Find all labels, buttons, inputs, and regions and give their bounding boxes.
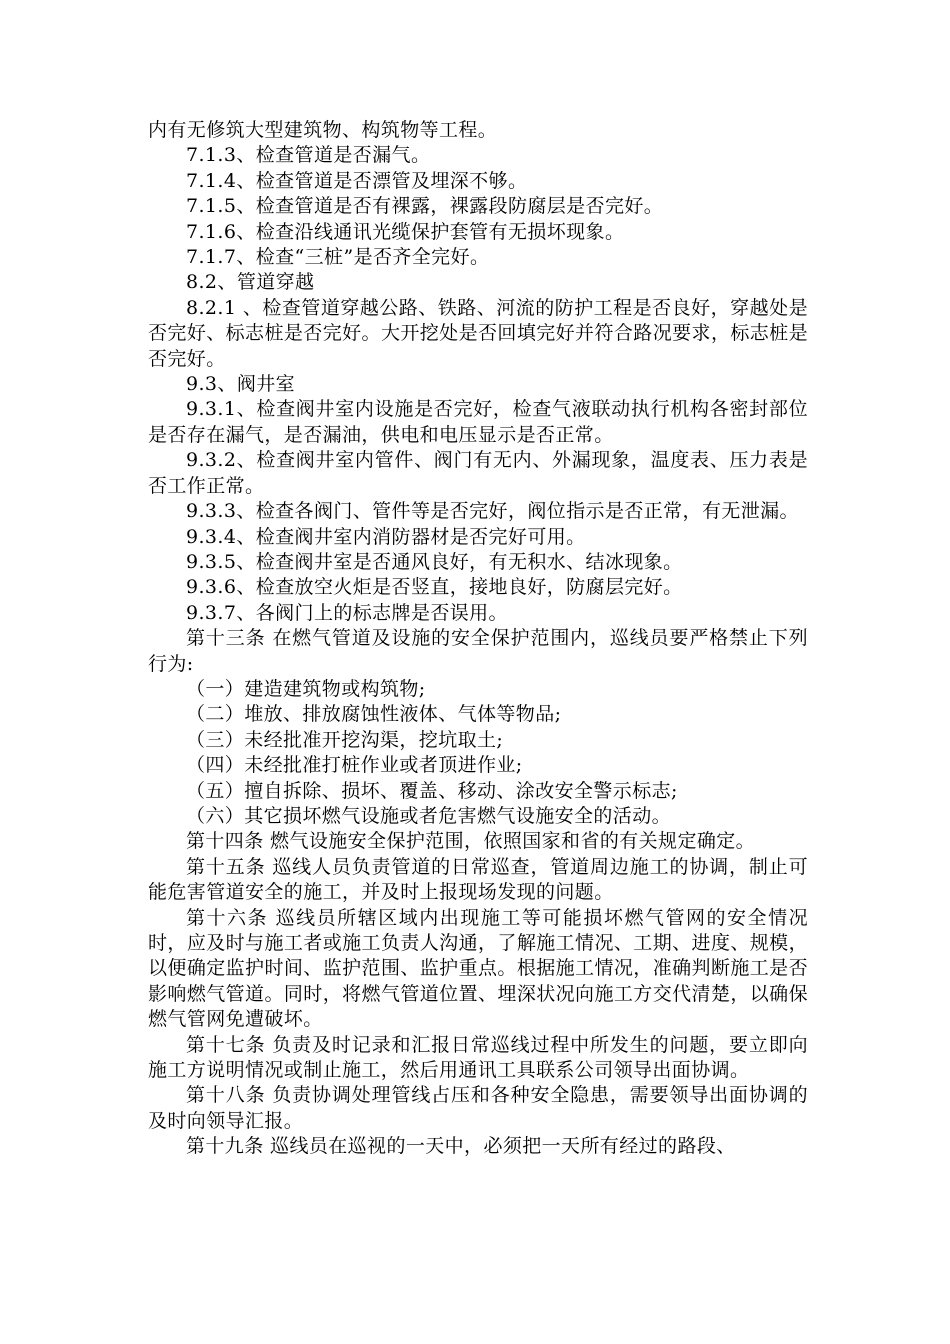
article-13-item-3: （三）未经批准开挖沟渠，挖坑取土;	[186, 728, 504, 751]
paragraph-7-1-7: 7.1.7、检查“三桩”是否齐全完好。	[186, 246, 490, 269]
paragraph-8-2-1: 8.2.1 、检查管道穿越公路、铁路、河流的防护工程是否良好，穿越处是否完好、标志桩是否完好。大开挖处是否回填完好并符合路况要求，标志桩是否完好。	[148, 296, 808, 370]
paragraph-9-3-3: 9.3.3、检查各阀门、管件等是否完好，阀位指示是否正常，有无泄漏。	[186, 500, 799, 523]
article-17: 第十七条 负责及时记录和汇报日常巡线过程中所发生的问题，要立即向施工方说明情况或制止施工，然后用通讯工具联系公司领导出面协调。	[148, 1033, 808, 1082]
article-16: 第十六条 巡线员所辖区域内出现施工等可能损坏燃气管网的安全情况时，应及时与施工者或施工负责人沟通，了解施工情况、工期、进度、规模，以便确定监护时间、监护范围、监护重点。根据施工情况，准确判断施工是否影响燃气管道。同时，将燃气管道位置、埋深状况向施工方交代清楚，以确保燃气管网免遭破坏。	[148, 906, 808, 1031]
paragraph-7-1-3: 7.1.3、检查管道是否漏气。	[186, 144, 431, 167]
paragraph-7-1-4: 7.1.4、检查管道是否漂管及埋深不够。	[186, 169, 528, 192]
article-13-item-5: （五）擅自拆除、损坏、覆盖、移动、涂改安全警示标志;	[186, 779, 678, 802]
article-15: 第十五条 巡线人员负责管道的日常巡查，管道周边施工的协调，制止可能危害管道安全的施工，并及时上报现场发现的问题。	[148, 855, 808, 904]
paragraph-continuation: 内有无修筑大型建筑物、构筑物等工程。	[148, 119, 498, 141]
paragraph-9-3-1: 9.3.1、检查阀井室内设施是否完好，检查气液联动执行机构各密封部位是否存在漏气，是否漏油，供电和电压显示是否正常。	[148, 398, 808, 446]
article-19: 第十九条 巡线员在巡视的一天中，必须把一天所有经过的路段、	[186, 1135, 736, 1158]
article-13-item-2: （二）堆放、排放腐蚀性液体、气体等物品;	[186, 703, 562, 726]
article-13-item-4: （四）未经批准打桩作业或者顶进作业;	[186, 754, 523, 777]
paragraph-9-3-4: 9.3.4、检查阀井室内消防器材是否完好可用。	[186, 525, 586, 548]
section-heading-9-3: 9.3、阀井室	[186, 373, 296, 396]
paragraph-9-3-6: 9.3.6、检查放空火炬是否竖直，接地良好，防腐层完好。	[186, 576, 683, 599]
article-14: 第十四条 燃气设施安全保护范围，依照国家和省的有关规定确定。	[186, 830, 756, 853]
article-13-item-6: （六）其它损坏燃气设施或者危害燃气设施安全的活动。	[186, 804, 672, 827]
article-13: 第十三条 在燃气管道及设施的安全保护范围内，巡线员要严格禁止下列行为:	[148, 627, 808, 675]
document-body	[148, 118, 808, 1160]
paragraph-9-3-7: 9.3.7、各阀门上的标志牌是否误用。	[186, 601, 508, 624]
paragraph-7-1-6: 7.1.6、检查沿线通讯光缆保护套管有无损坏现象。	[186, 220, 625, 243]
paragraph-7-1-5: 7.1.5、检查管道是否有裸露，裸露段防腐层是否完好。	[186, 195, 664, 218]
article-13-item-1: （一）建造建筑物或构筑物;	[186, 677, 426, 700]
paragraph-9-3-5: 9.3.5、检查阀井室是否通风良好，有无积水、结冰现象。	[186, 550, 683, 573]
paragraph-9-3-2: 9.3.2、检查阀井室内管件、阀门有无内、外漏现象，温度表、压力表是否工作正常。	[148, 449, 808, 497]
article-18: 第十八条 负责协调处理管线占压和各种安全隐患，需要领导出面协调的及时向领导汇报。	[148, 1084, 808, 1132]
section-heading-8-2: 8.2、管道穿越	[186, 271, 315, 294]
